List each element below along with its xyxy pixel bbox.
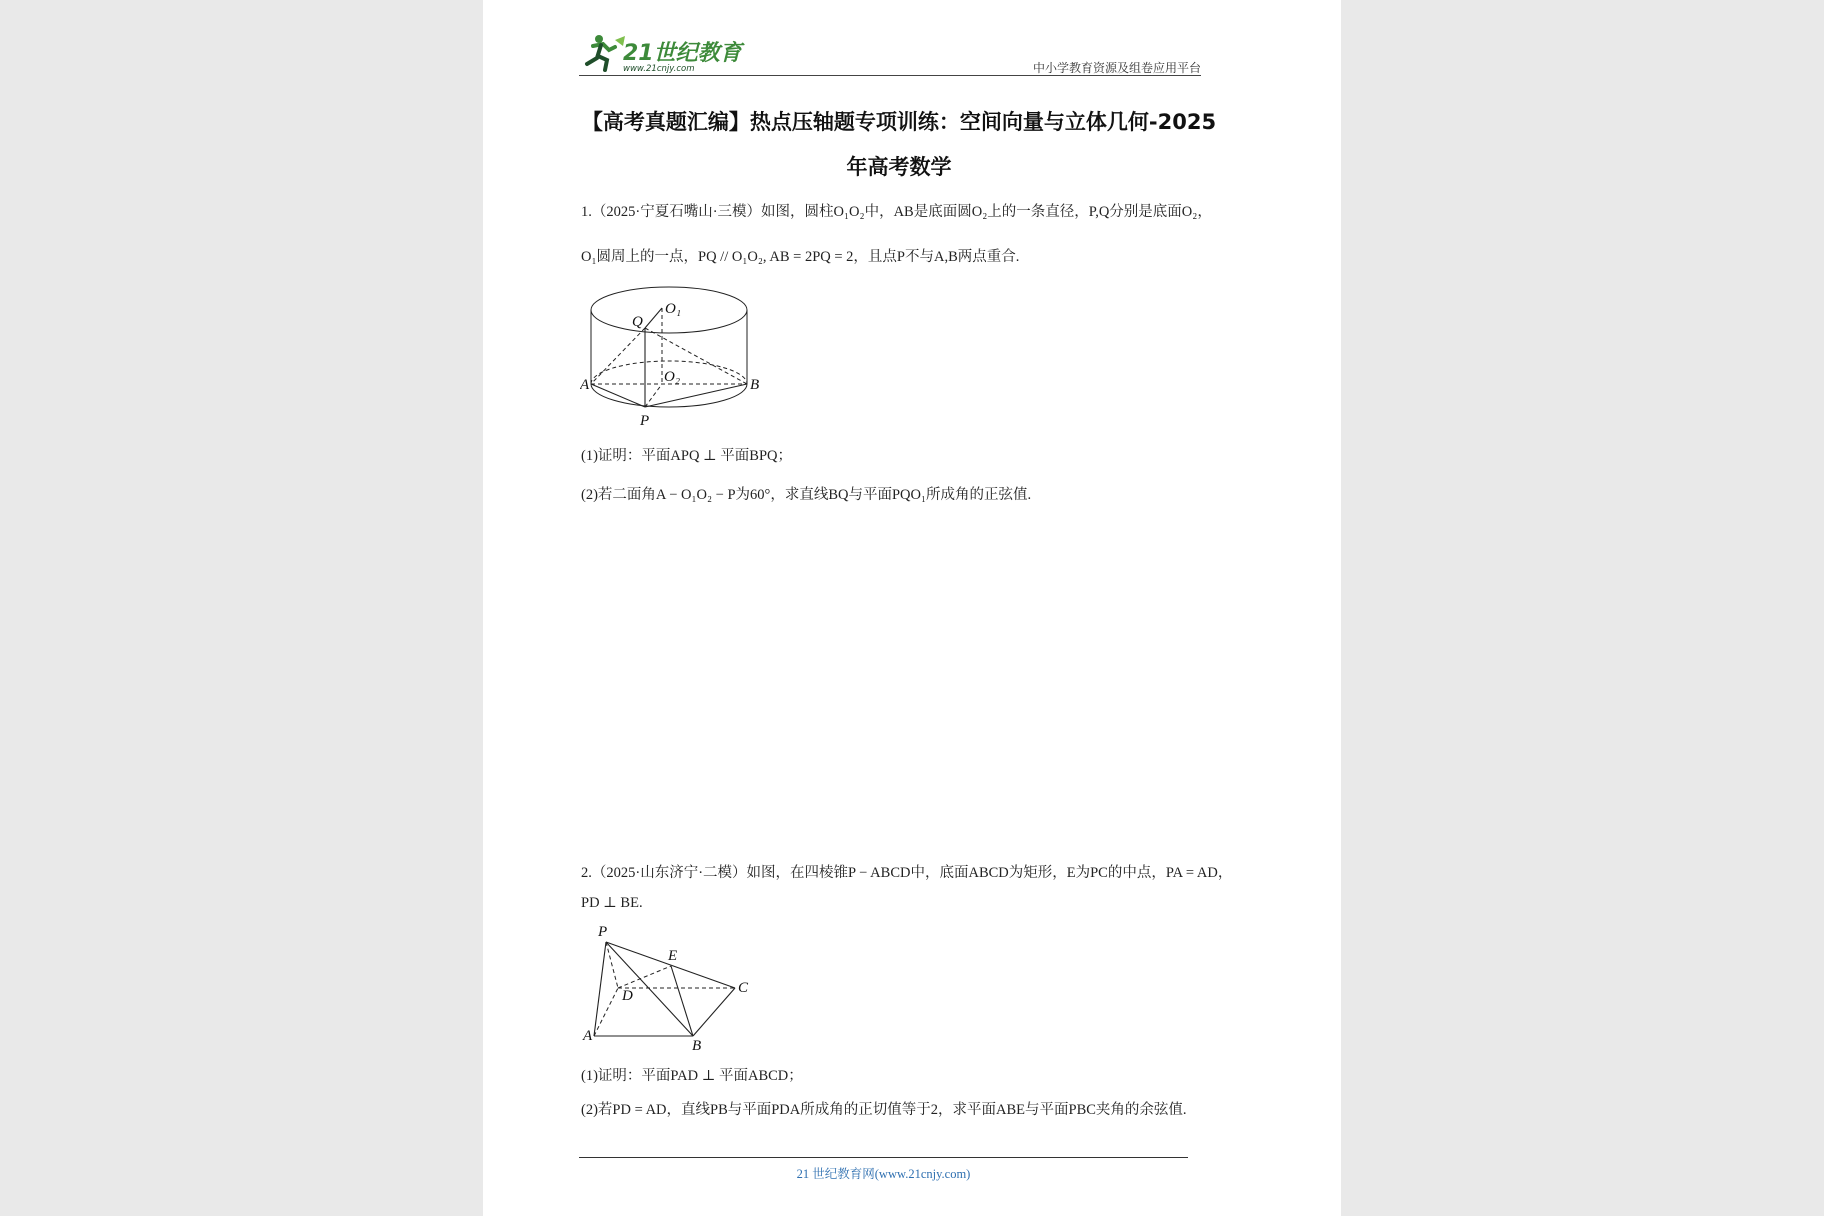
q2-label-a: A: [583, 1028, 593, 1044]
q1-label-b: B: [750, 377, 760, 393]
title-line-2: 年高考数学: [846, 155, 952, 179]
footer-rule: [579, 1157, 1188, 1158]
q1-label-p: P: [640, 413, 650, 429]
q2-part-1: (1)证明：平面PAD ⊥ 平面ABCD；: [581, 1068, 803, 1084]
q1-stem-line-1: 1.（2025·宁夏石嘴山·三模）如图，圆柱O₁O₂中，AB是底面圆O₂上的一条直径，P,Q分别是底面O₂，: [581, 204, 1212, 220]
page-footer[interactable]: 21 世纪教育网(www.21cnjy.com): [796, 1167, 971, 1181]
document-title: [579, 100, 1219, 190]
q2-label-d: D: [622, 988, 633, 1004]
q1-label-o1: O₁: [665, 301, 682, 317]
q1-label-o2: O₂: [664, 369, 681, 385]
document-page: [483, 0, 1341, 1216]
q2-part-2: (2)若PD = AD，直线PB与平面PDA所成角的正切值等于2，求平面ABE与平面PBC夹角的余弦值.: [581, 1102, 1187, 1118]
q1-part-1: (1)证明：平面APQ ⊥ 平面BPQ；: [581, 448, 793, 464]
q1-label-q: Q: [632, 314, 643, 330]
platform-tagline: 中小学教育资源及组卷应用平台: [1032, 61, 1201, 75]
q2-stem-line-2: PD ⊥ BE.: [581, 895, 643, 911]
title-line-1: 【高考真题汇编】热点压轴题专项训练：空间向量与立体几何-2025: [581, 110, 1217, 134]
q2-label-b: B: [692, 1038, 702, 1050]
header-rule: [579, 75, 1201, 76]
logo-url: www.21cnjy.com: [623, 64, 695, 74]
q2-pyramid-figure: [580, 922, 760, 1055]
logo-icon: [579, 30, 749, 76]
logo-text: 21世纪教育: [623, 41, 742, 66]
q2-label-e: E: [668, 948, 678, 964]
q1-stem-line-2: O₁圆周上的一点，PQ // O₁O₂, AB = 2PQ = 2，且点P不与A,B两点重合.: [581, 249, 1020, 265]
q2-label-c: C: [738, 980, 749, 996]
logo: [579, 30, 749, 76]
q2-label-p: P: [598, 924, 608, 940]
q1-label-a: A: [580, 377, 590, 393]
q2-stem-line-1: 2.（2025·山东济宁·二模）如图，在四棱锥P − ABCD中，底面ABCD为矩形，E为PC的中点，PA = AD，: [581, 865, 1233, 881]
q1-cylinder-figure: [580, 278, 760, 435]
q1-part-2: (2)若二面角A − O₁O₂ − P为60°，求直线BQ与平面PQO₁所成角的正弦值.: [581, 487, 1032, 503]
page-header: [579, 30, 1201, 78]
